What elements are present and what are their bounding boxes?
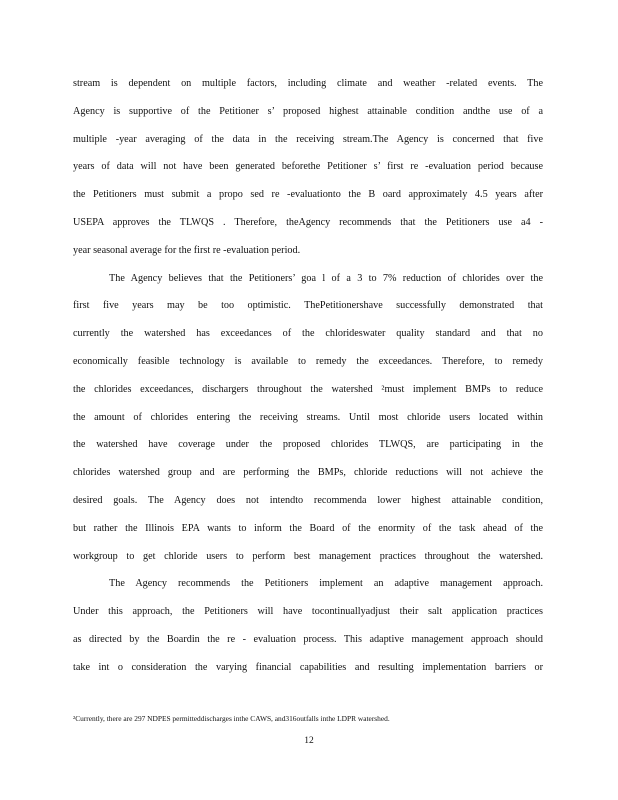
footnote: ²Currently, there are 297 NDPES permitteddischarges inthe CAWS, and316outfalls inthe LDPR watershed.	[73, 714, 390, 723]
text-line: the Petitioners must submit a propo sed re -evaluationto the B oard approximately 4.5 years after	[73, 189, 543, 201]
text-line: stream is dependent on multiple factors, including climate and weather -related events. The	[73, 78, 543, 89]
text-line: first five years may be too optimistic. ThePetitionershave successfully demonstrated that	[73, 300, 543, 312]
text-line: but rather the Illinois EPA wants to inform the Board of the enormity of the task ahead of the	[73, 522, 543, 534]
text-line: workgroup to get chloride users to perform best management practices throughout the watershed.	[73, 550, 543, 562]
text-line: currently the watershed has exceedances of the chlorideswater quality standard and that no	[73, 328, 543, 340]
text-line: USEPA approves the TLWQS . Therefore, theAgency recommends that the Petitioners use a4 -	[73, 216, 543, 228]
text-line: the chlorides exceedances, dischargers throughout the watershed ²must implement BMPs to reduce	[73, 383, 543, 395]
text-line: Under this approach, the Petitioners will have tocontinuallyadjust their salt application practices	[73, 606, 543, 618]
text-line: desired goals. The Agency does not intendto recommenda lower highest attainable condition,	[73, 494, 543, 506]
text-line: as directed by the Boardin the re - evaluation process. This adaptive management approach should	[73, 633, 543, 645]
text-line: chlorides watershed group and are performing the BMPs, chloride reductions will not achieve the	[73, 467, 543, 479]
text-line: the amount of chlorides entering the receiving streams. Until most chloride users located within	[73, 411, 543, 423]
footnote-separator	[73, 701, 223, 702]
text-line: years of data will not have been generated beforethe Petitioner s’ first re -evaluation period because	[73, 161, 543, 173]
text-line: Agency is supportive of the Petitioner s’ proposed highest attainable condition andthe use of a	[73, 105, 543, 117]
page-number: 12	[304, 736, 314, 746]
text-line: year seasonal average for the first re -evaluation period.	[73, 244, 301, 256]
body-text	[73, 70, 543, 682]
text-line: multiple -year averaging of the data in the receiving stream.The Agency is concerned that five	[73, 133, 543, 145]
text-line: economically feasible technology is available to remedy the exceedances. Therefore, to remedy	[73, 355, 543, 367]
text-line: the watershed have coverage under the proposed chlorides TLWQS, are participating in the	[73, 439, 543, 451]
text-line: The Agency recommends the Petitioners implement an adaptive management approach.	[109, 578, 543, 590]
text-line: take int o consideration the varying financial capabilities and resulting implementation barriers or	[73, 661, 543, 673]
text-line: The Agency believes that the Petitioners’ goa l of a 3 to 7% reduction of chlorides over the	[109, 272, 543, 284]
